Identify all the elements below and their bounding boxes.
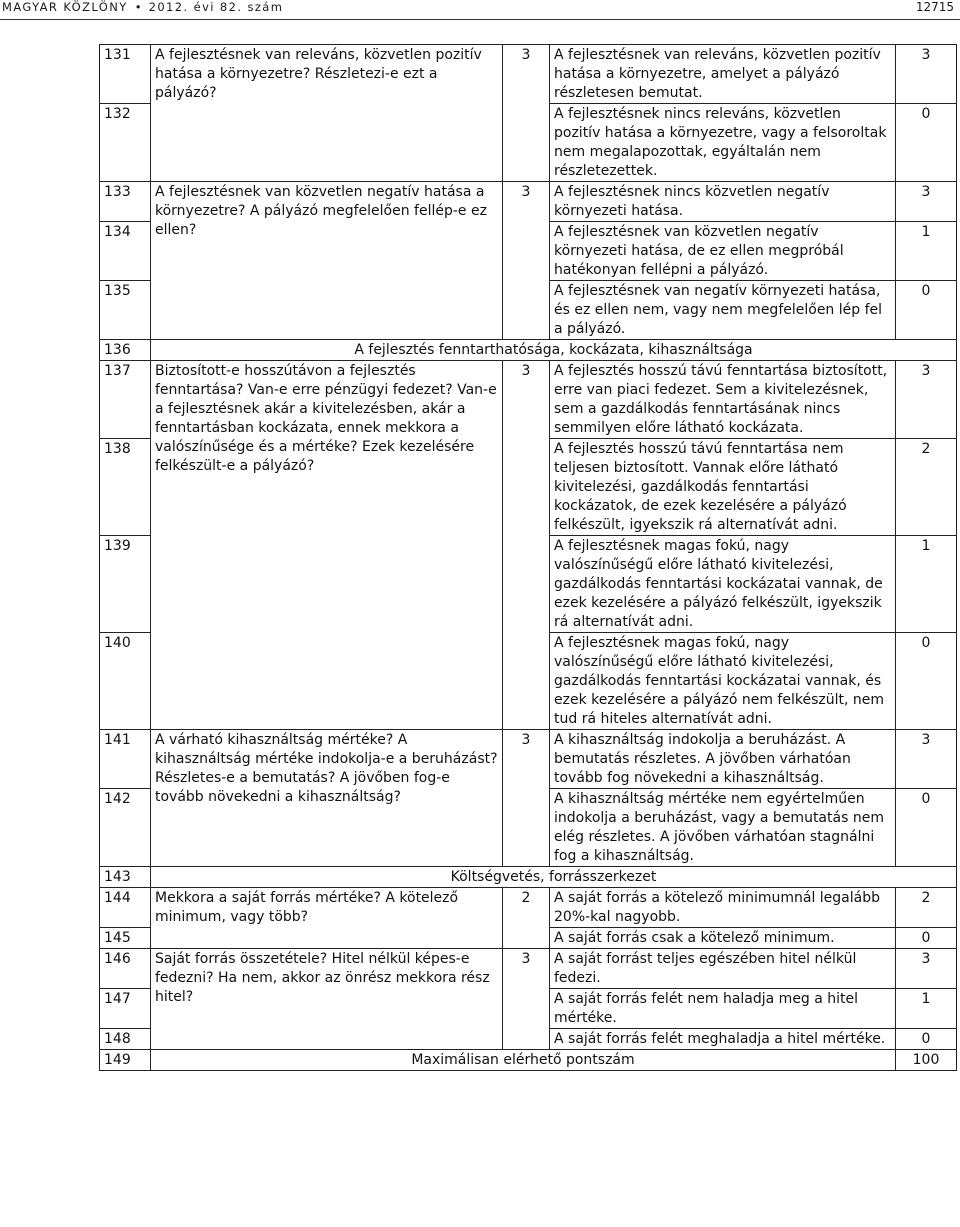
total-score: 100 — [896, 1050, 957, 1071]
score-cell: 0 — [896, 789, 957, 867]
score-cell: 1 — [896, 989, 957, 1029]
score-cell: 3 — [896, 182, 957, 222]
row-number: 131 — [100, 45, 151, 104]
criterion-cell: A kihasználtság mértéke nem egyértelműen indokolja a beruházást, vagy a bemutatás nem elég részletes. A jövőben várhatóan stagnálni fog a kihasználtság. — [550, 789, 896, 867]
row-number: 138 — [100, 439, 151, 536]
table-row — [100, 888, 957, 928]
score-cell: 0 — [896, 281, 957, 340]
row-number: 144 — [100, 888, 151, 928]
row-number: 142 — [100, 789, 151, 867]
row-number: 145 — [100, 928, 151, 949]
score-cell: 3 — [896, 361, 957, 439]
row-number: 146 — [100, 949, 151, 989]
scoring-table — [99, 44, 957, 1071]
criterion-cell: A saját forrás felét meghaladja a hitel mértéke. — [550, 1029, 896, 1050]
question-cell: Mekkora a saját forrás mértéke? A kötelező minimum, vagy több? — [151, 888, 503, 949]
table-row — [100, 949, 957, 989]
total-label: Maximálisan elérhető pontszám — [151, 1050, 896, 1071]
score-cell: 0 — [896, 928, 957, 949]
score-cell: 0 — [896, 633, 957, 730]
max-points-cell: 2 — [503, 888, 550, 949]
publication-title: MAGYAR KÖZLÖNY — [2, 0, 128, 14]
issue-label: 2012. évi 82. szám — [148, 0, 284, 14]
score-cell: 3 — [896, 730, 957, 789]
score-cell: 2 — [896, 888, 957, 928]
score-cell: 1 — [896, 536, 957, 633]
row-number: 143 — [100, 867, 151, 888]
row-number: 149 — [100, 1050, 151, 1071]
question-cell: Biztosított-e hosszútávon a fejlesztés fenntartása? Van-e erre pénzügyi fedezet? Van-e a fejlesztésnek akár a kivitelezésben, akár a fenntartásban kockázata, ennek mekkora a valószínűsége és a mértéke? Ezek kezelésére felkészült-e a pályázó? — [151, 361, 503, 730]
row-number: 134 — [100, 222, 151, 281]
criterion-cell: A fejlesztés hosszú távú fenntartása biztosított, erre van piaci fedezet. Sem a kivitelezésnek, sem a gazdálkodás fenntartásának nincs semmilyen előre látható kockázata. — [550, 361, 896, 439]
question-cell: A fejlesztésnek van közvetlen negatív hatása a környezetre? A pályázó megfelelően fellép-e ez ellen? — [151, 182, 503, 340]
question-cell: A fejlesztésnek van releváns, közvetlen pozitív hatása a környezetre? Részletezi-e ezt a pályázó? — [151, 45, 503, 182]
section-title: A fejlesztés fenntarthatósága, kockázata, kihasználtsága — [151, 340, 957, 361]
score-cell: 3 — [896, 949, 957, 989]
page-number: 12715 — [915, 0, 954, 14]
score-cell: 0 — [896, 104, 957, 182]
table-row — [100, 730, 957, 789]
bullet-separator: • — [134, 0, 142, 14]
criterion-cell: A fejlesztésnek nincs közvetlen negatív környezeti hatása. — [550, 182, 896, 222]
row-number: 147 — [100, 989, 151, 1029]
criterion-cell: A fejlesztés hosszú távú fenntartása nem teljesen biztosított. Vannak előre látható kivitelezési, gazdálkodás fenntartási kockázatok, de ezek kezelésére a pályázó felkészült, igyekszik rá alternatívát adni. — [550, 439, 896, 536]
row-number: 136 — [100, 340, 151, 361]
page-header — [0, 0, 960, 18]
row-number: 135 — [100, 281, 151, 340]
table-row — [100, 45, 957, 104]
row-number: 133 — [100, 182, 151, 222]
criterion-cell: A saját forrás csak a kötelező minimum. — [550, 928, 896, 949]
score-cell: 2 — [896, 439, 957, 536]
table-row — [100, 182, 957, 222]
max-points-cell: 3 — [503, 361, 550, 730]
row-number: 140 — [100, 633, 151, 730]
criterion-cell: A saját forrást teljes egészében hitel nélkül fedezi. — [550, 949, 896, 989]
row-number: 132 — [100, 104, 151, 182]
row-number: 148 — [100, 1029, 151, 1050]
table-row — [100, 361, 957, 439]
criterion-cell: A fejlesztésnek magas fokú, nagy valószínűségű előre látható kivitelezési, gazdálkodás fenntartási kockázatai vannak, és ezek kezelésére a pályázó nem felkészült, nem tud rá hiteles alternatívát adni. — [550, 633, 896, 730]
section-row — [100, 867, 957, 888]
question-cell: A várható kihasználtság mértéke? A kihasználtság mértéke indokolja-e a beruházást? Részletes-e a bemutatás? A jövőben fog-e tovább növekedni a kihasználtság? — [151, 730, 503, 867]
score-cell: 0 — [896, 1029, 957, 1050]
row-number: 139 — [100, 536, 151, 633]
criterion-cell: A fejlesztésnek van közvetlen negatív környezeti hatása, de ez ellen megpróbál hatékonyan fellépni a pályázó. — [550, 222, 896, 281]
row-number: 141 — [100, 730, 151, 789]
question-cell: Saját forrás összetétele? Hitel nélkül képes-e fedezni? Ha nem, akkor az önrész mekkora rész hitel? — [151, 949, 503, 1050]
max-points-cell: 3 — [503, 949, 550, 1050]
row-number: 137 — [100, 361, 151, 439]
criterion-cell: A fejlesztésnek magas fokú, nagy valószínűségű előre látható kivitelezési, gazdálkodás fenntartási kockázatai vannak, de ezek kezelésére a pályázó felkészült, igyekszik rá alternatívát adni. — [550, 536, 896, 633]
max-points-cell: 3 — [503, 45, 550, 182]
criterion-cell: A fejlesztésnek nincs releváns, közvetlen pozitív hatása a környezetre, vagy a felsoroltak nem megalapozottak, egyáltalán nem részletezettek. — [550, 104, 896, 182]
total-row — [100, 1050, 957, 1071]
publication-header — [2, 0, 283, 14]
criterion-cell: A fejlesztésnek van releváns, közvetlen pozitív hatása a környezetre, amelyet a pályázó részletesen bemutat. — [550, 45, 896, 104]
criterion-cell: A kihasználtság indokolja a beruházást. A bemutatás részletes. A jövőben várhatóan tovább fog növekedni a kihasználtság. — [550, 730, 896, 789]
criterion-cell: A saját forrás a kötelező minimumnál legalább 20%-kal nagyobb. — [550, 888, 896, 928]
criterion-cell: A saját forrás felét nem haladja meg a hitel mértéke. — [550, 989, 896, 1029]
section-row — [100, 340, 957, 361]
criterion-cell: A fejlesztésnek van negatív környezeti hatása, és ez ellen nem, vagy nem megfelelően lép fel a pályázó. — [550, 281, 896, 340]
score-cell: 1 — [896, 222, 957, 281]
header-rule — [0, 19, 960, 20]
score-cell: 3 — [896, 45, 957, 104]
max-points-cell: 3 — [503, 182, 550, 340]
section-title: Költségvetés, forrásszerkezet — [151, 867, 957, 888]
max-points-cell: 3 — [503, 730, 550, 867]
